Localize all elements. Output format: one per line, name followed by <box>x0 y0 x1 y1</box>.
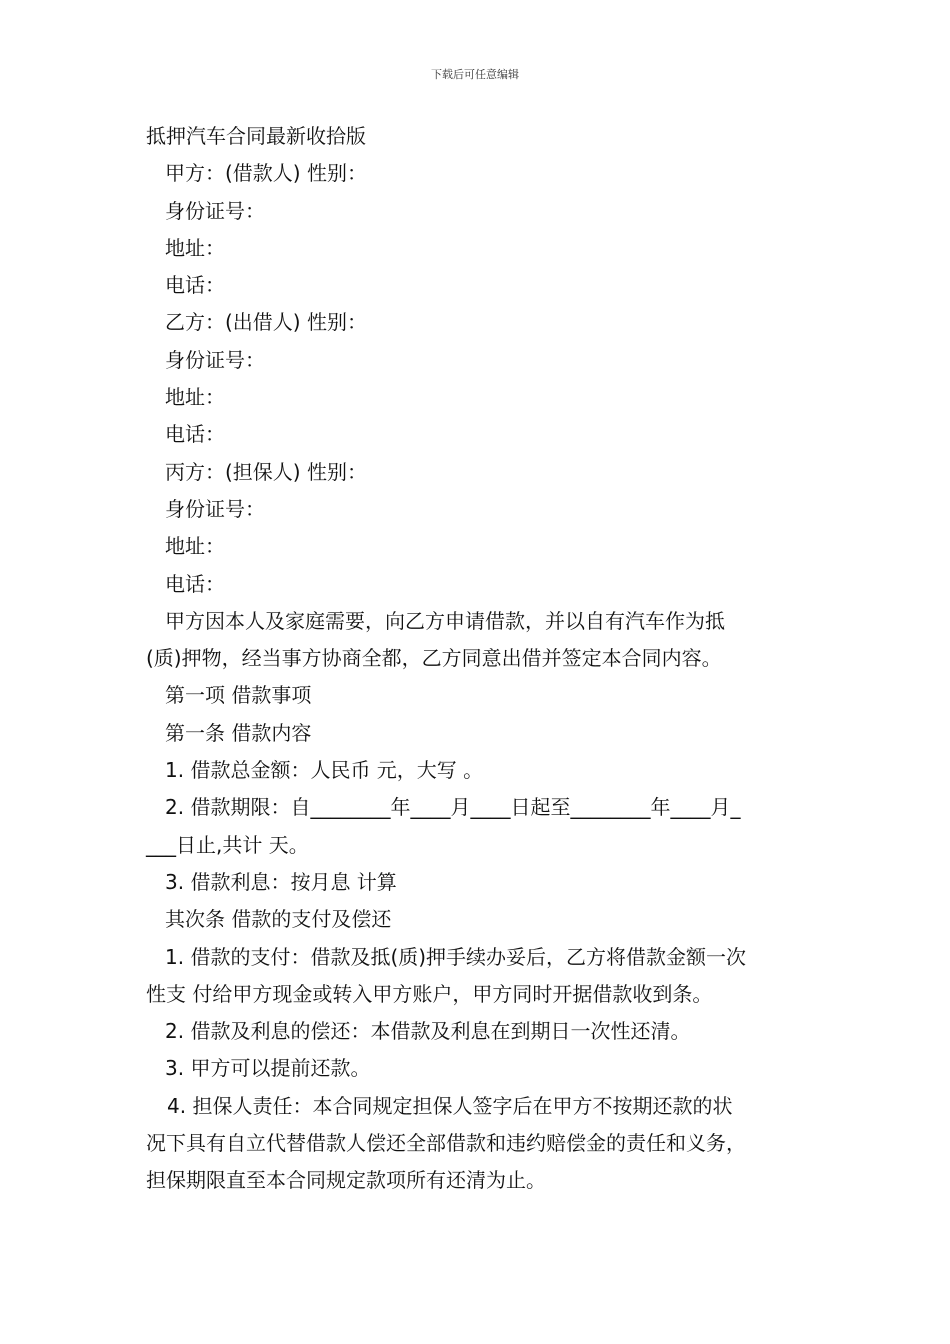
article-1-item-1: 1. 借款总金额：人民币 元，大写 。 <box>165 758 484 783</box>
document-title: 抵押汽车合同最新收拾版 <box>146 124 366 148</box>
party-c-role-line: 丙方：(担保人) 性别： <box>165 459 367 484</box>
article-1-item-2-line-2: ___日止,共计 天。 <box>146 832 309 857</box>
article-2-item-3: 3. 甲方可以提前还款。 <box>165 1056 371 1081</box>
contract-body <box>146 118 816 1200</box>
party-b-role-line: 乙方：(出借人) 性别： <box>165 310 367 335</box>
party-b-id-line: 身份证号： <box>165 347 265 372</box>
party-c-address-line: 地址： <box>165 534 225 559</box>
party-c-phone-line: 电话： <box>165 571 225 596</box>
party-a-phone-line: 电话： <box>165 273 225 298</box>
party-a-id-line: 身份证号： <box>165 198 265 223</box>
page-header: 下载后可任意编辑 <box>431 68 519 81</box>
article-2-item-2: 2. 借款及利息的偿还：本借款及利息在到期日一次性还清。 <box>165 1019 691 1044</box>
article-2-item-4-line-1: 4. 担保人责任：本合同规定担保人签字后在甲方不按期还款的状 <box>167 1093 733 1118</box>
intro-paragraph-line-1: 甲方因本人及家庭需要，向乙方申请借款，并以自有汽车作为抵 <box>165 608 725 633</box>
intro-paragraph-line-2: (质)押物，经当事方协商全都，乙方同意出借并签定本合同内容。 <box>146 646 722 671</box>
section-1-heading: 第一项 借款事项 <box>165 683 312 708</box>
party-b-address-line: 地址： <box>165 385 225 410</box>
article-1-item-3: 3. 借款利息：按月息 计算 <box>165 869 397 894</box>
article-2-item-1-line-1: 1. 借款的支付：借款及抵(质)押手续办妥后，乙方将借款金额一次 <box>165 944 747 969</box>
article-1-heading: 第一条 借款内容 <box>165 720 312 745</box>
party-c-id-line: 身份证号： <box>165 496 265 521</box>
party-a-role-line: 甲方：(借款人) 性别： <box>165 161 367 186</box>
party-b-phone-line: 电话： <box>165 422 225 447</box>
article-1-item-2-line-1: 2. 借款期限：自________年____月____日起至________年____月_ <box>165 795 741 820</box>
article-2-item-4-line-3: 担保期限直至本合同规定款项所有还清为止。 <box>146 1168 546 1193</box>
article-2-item-4-line-2: 况下具有自立代替借款人偿还全部借款和违约赔偿金的责任和义务， <box>146 1131 746 1156</box>
article-2-heading: 其次条 借款的支付及偿还 <box>165 907 392 932</box>
party-a-address-line: 地址： <box>165 235 225 260</box>
article-2-item-1-line-2: 性支 付给甲方现金或转入甲方账户，甲方同时开据借款收到条。 <box>146 981 713 1006</box>
